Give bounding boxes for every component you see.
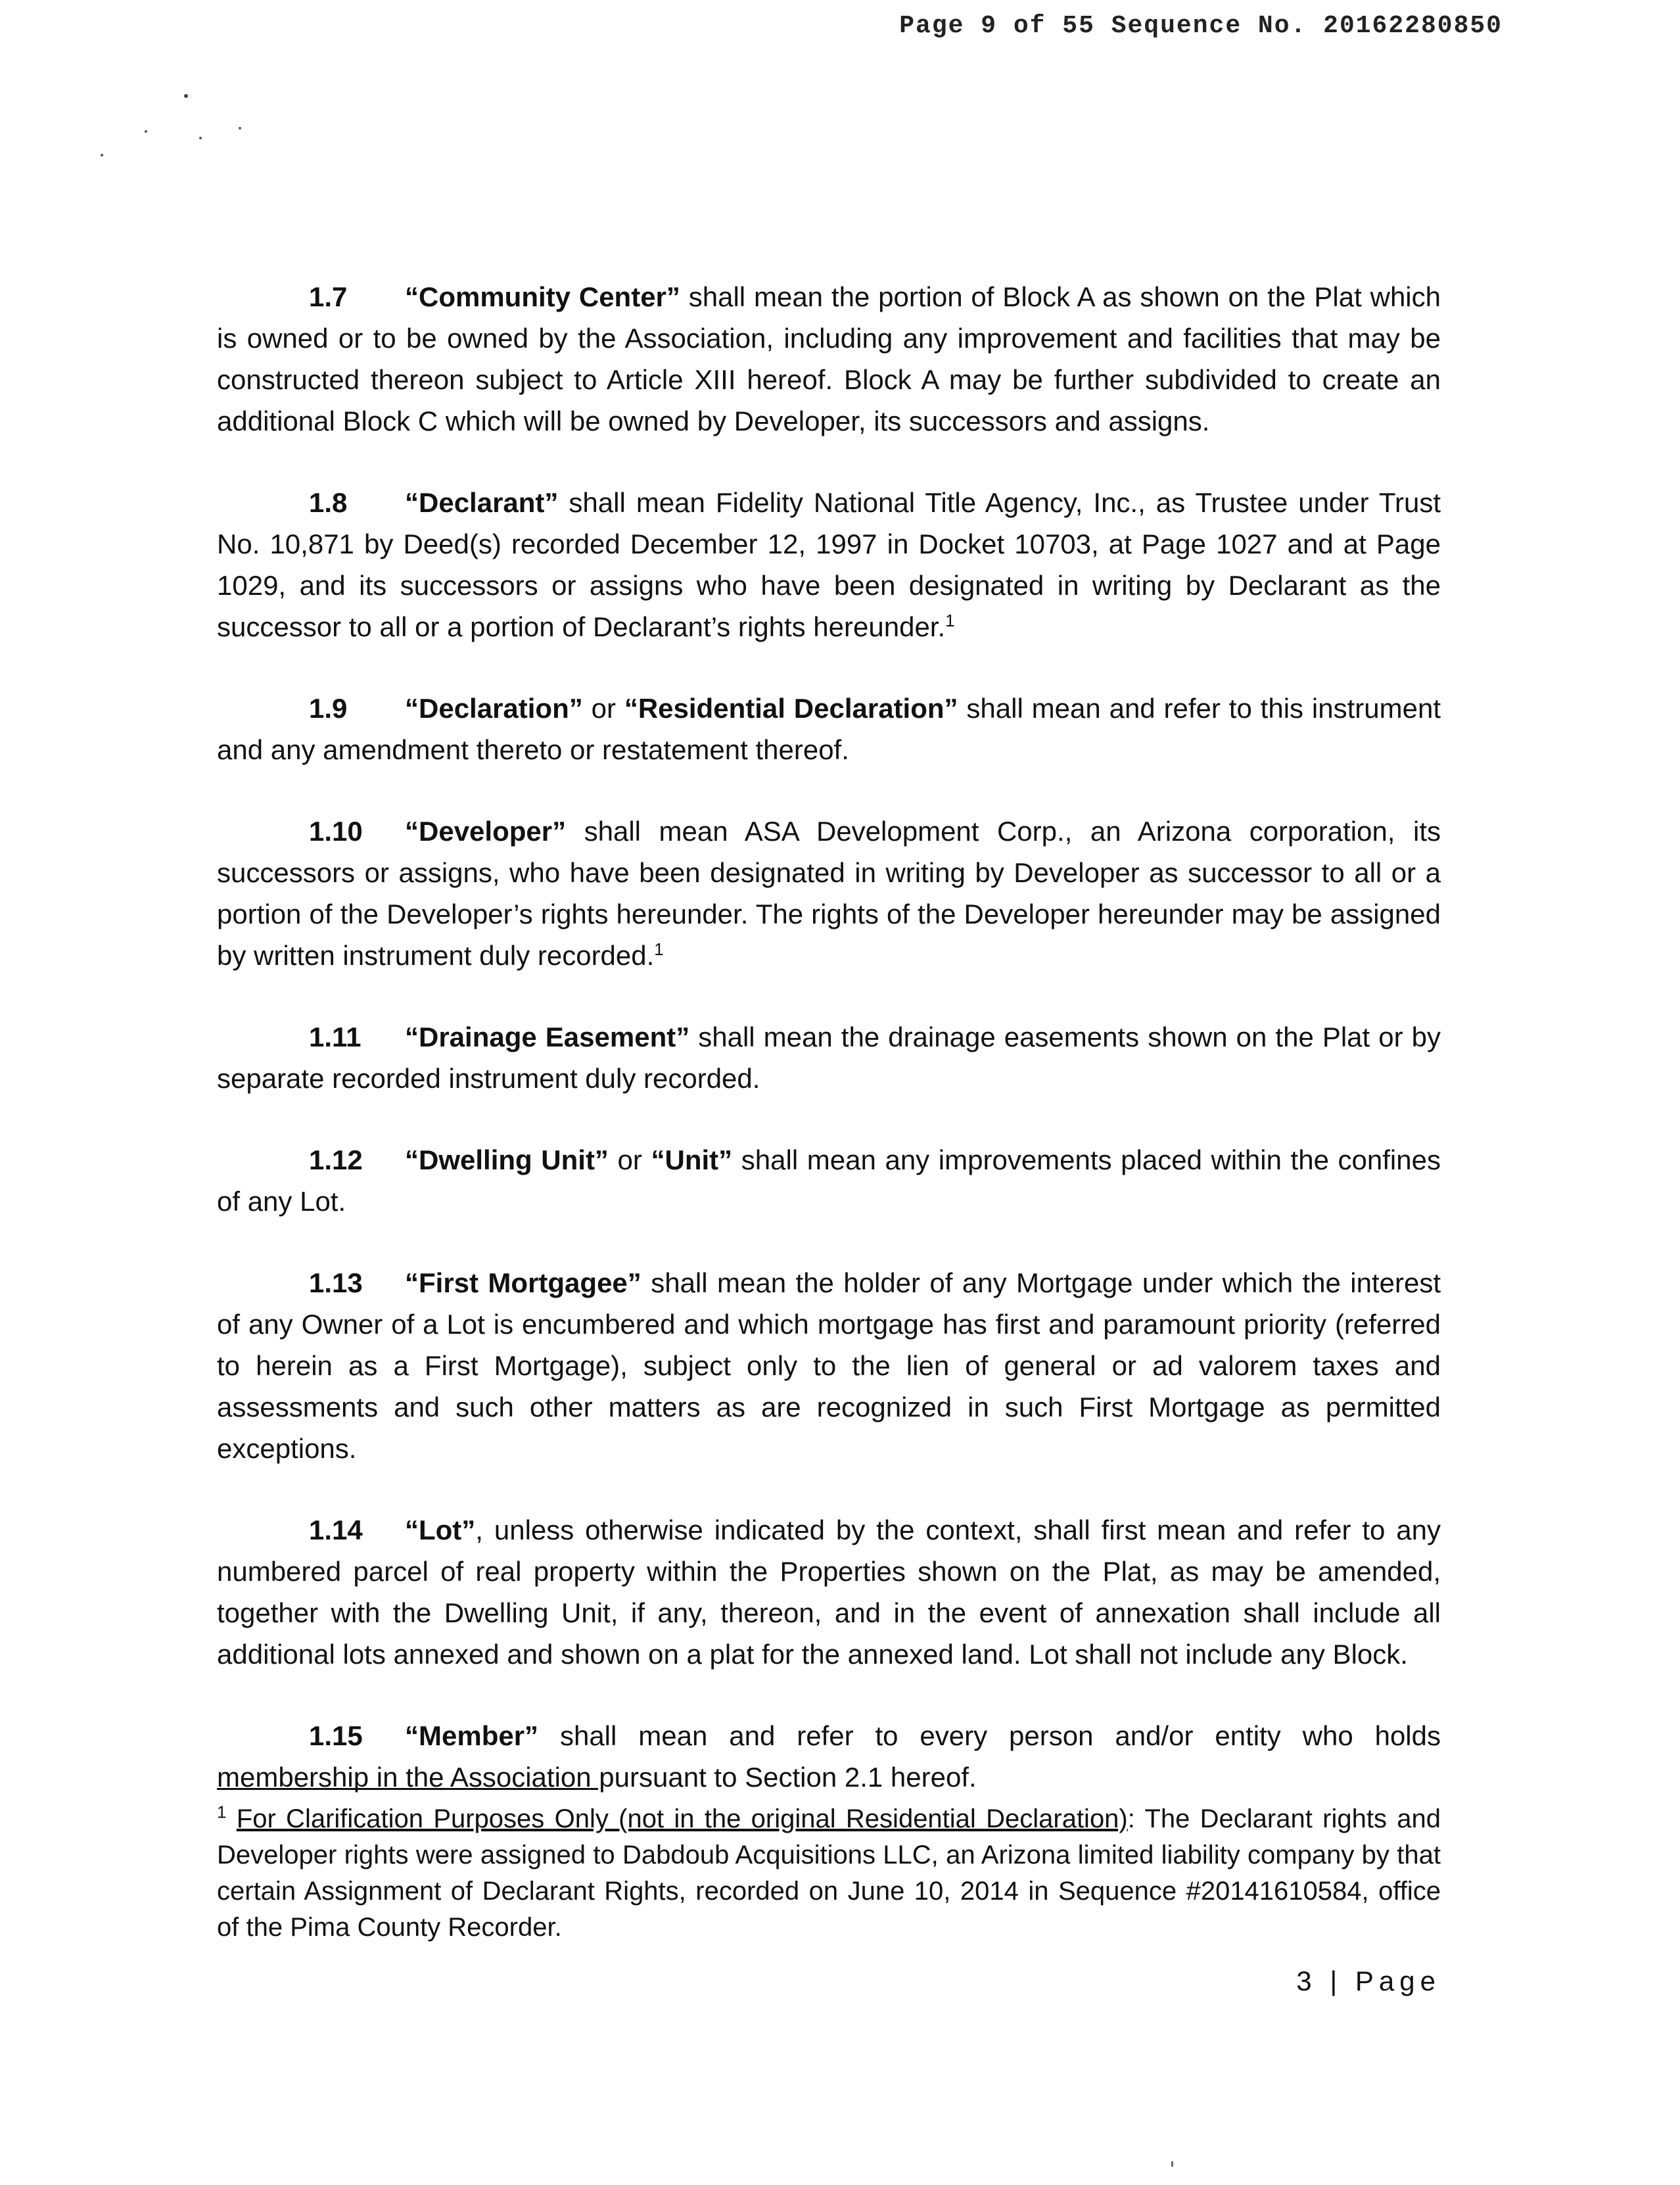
speck: [184, 94, 188, 98]
defined-term: “Declarant”: [405, 487, 559, 518]
section-number: 1.9: [309, 693, 348, 724]
footnote: [217, 1801, 1441, 1946]
footnote-reference: 1: [945, 611, 955, 630]
footnote-text: : The Declarant rights and Developer rights were assigned to Dabdoub Acquisitions LLC, an Arizona limited liability company by that certain Assignment of Declarant Rights, recorded on June 10, 2014 in Sequence #20141610584, office of the Pima County Recorder.: [217, 1804, 1441, 1942]
section-number: 1.12: [309, 1144, 363, 1175]
defined-term: “Dwelling Unit”: [405, 1144, 609, 1175]
speck: [199, 137, 202, 139]
definition-text: or: [582, 693, 624, 724]
definition-section: [217, 1016, 1441, 1099]
defined-term: “Developer”: [405, 816, 567, 847]
definition-section: [217, 688, 1441, 770]
section-number: 1.15: [309, 1720, 363, 1751]
section-number: 1.8: [309, 487, 348, 518]
definition-text: shall mean ASA Development Corp., an Arizona corporation, its successors or assigns, who have been designated in writing by Developer as successor to all or a portion of the Developer’s rights hereunder. The rights of the Developer hereunder may be assigned by written instrument duly recorded.: [217, 816, 1441, 971]
scan-specks: [0, 0, 329, 171]
definition-text: shall mean the portion of Block A as shown on the Plat which is owned or to be owned by the Association, including any improvement and facilities that may be constructed thereon subject to Article XIII hereof. Block A may be further subdivided to create an additional Block C which will be owned by Developer, its successors and assigns.: [217, 281, 1441, 436]
definition-text: shall mean and refer to every person and/or entity who holds membership in the Association pursuant to Section 2.1 hereof.: [217, 1720, 1441, 1793]
speck: [145, 130, 147, 133]
footnote-reference: 1: [654, 939, 664, 959]
recording-header: Page 9 of 55 Sequence No. 20162280850: [899, 12, 1503, 40]
footnote-label: For Clarification Purposes Only (not in the original Residential Declaration): [236, 1804, 1128, 1833]
definition-text: or: [608, 1144, 651, 1175]
section-number: 1.7: [309, 281, 348, 312]
section-number: 1.14: [309, 1515, 363, 1545]
defined-term: “Residential Declaration”: [624, 693, 958, 724]
definition-section: [217, 811, 1441, 976]
definition-section: [217, 1139, 1441, 1222]
section-number: 1.10: [309, 816, 363, 847]
speck: [239, 127, 241, 129]
defined-term: “Unit”: [651, 1144, 733, 1175]
definition-text: shall mean the holder of any Mortgage under which the interest of any Owner of a Lot is encumbered and which mortgage has first and paramount priority (referred to herein as a First Mortgage), subject only to the lien of general or ad valorem taxes and assessments and such other matters as are recognized in such First Mortgage as permitted exceptions.: [217, 1267, 1441, 1464]
defined-term: “Member”: [405, 1720, 539, 1751]
definition-section: [217, 1262, 1441, 1469]
page-number: 3 | Page: [1296, 1965, 1441, 1996]
definition-section: [217, 482, 1441, 647]
defined-term: “Drainage Easement”: [405, 1022, 690, 1052]
footnote-marker: 1: [217, 1802, 227, 1822]
defined-term: “First Mortgagee”: [405, 1267, 642, 1298]
definition-text: shall mean Fidelity National Title Agency, Inc., as Trustee under Trust No. 10,871 by Deed(s) recorded December 12, 1997 in Docket 10703, at Page 1027 and at Page 1029, and its successors or assigns who have been designated in writing by Declarant as the successor to all or a portion of Declarant’s rights hereunder.: [217, 487, 1441, 642]
definition-section: [217, 276, 1441, 442]
definition-text: , unless otherwise indicated by the context, shall first mean and refer to any numbered parcel of real property within the Properties shown on the Plat, as may be amended, together with the Dwelling Unit, if any, thereon, and in the event of annexation shall include all additional lots annexed and shown on a plat for the annexed land. Lot shall not include any Block.: [217, 1515, 1441, 1670]
scan-speck-bottom: [1171, 2161, 1173, 2167]
definition-text: shall mean the drainage easements shown on the Plat or by separate recorded instrument duly recorded.: [217, 1022, 1441, 1094]
footnote-divider: [217, 1788, 598, 1790]
section-number: 1.11: [309, 1022, 362, 1052]
defined-term: “Declaration”: [405, 693, 583, 724]
definitions-body: [217, 276, 1441, 1838]
section-number: 1.13: [309, 1267, 363, 1298]
definition-section: [217, 1509, 1441, 1675]
definition-text: shall mean and refer to this instrument and any amendment thereto or restatement thereof.: [217, 693, 1441, 765]
definition-text: shall mean any improvements placed within the confines of any Lot.: [217, 1144, 1441, 1217]
defined-term: “Community Center”: [405, 281, 680, 312]
speck: [101, 154, 103, 156]
definition-section: [217, 1715, 1441, 1798]
defined-term: “Lot”: [405, 1515, 476, 1545]
